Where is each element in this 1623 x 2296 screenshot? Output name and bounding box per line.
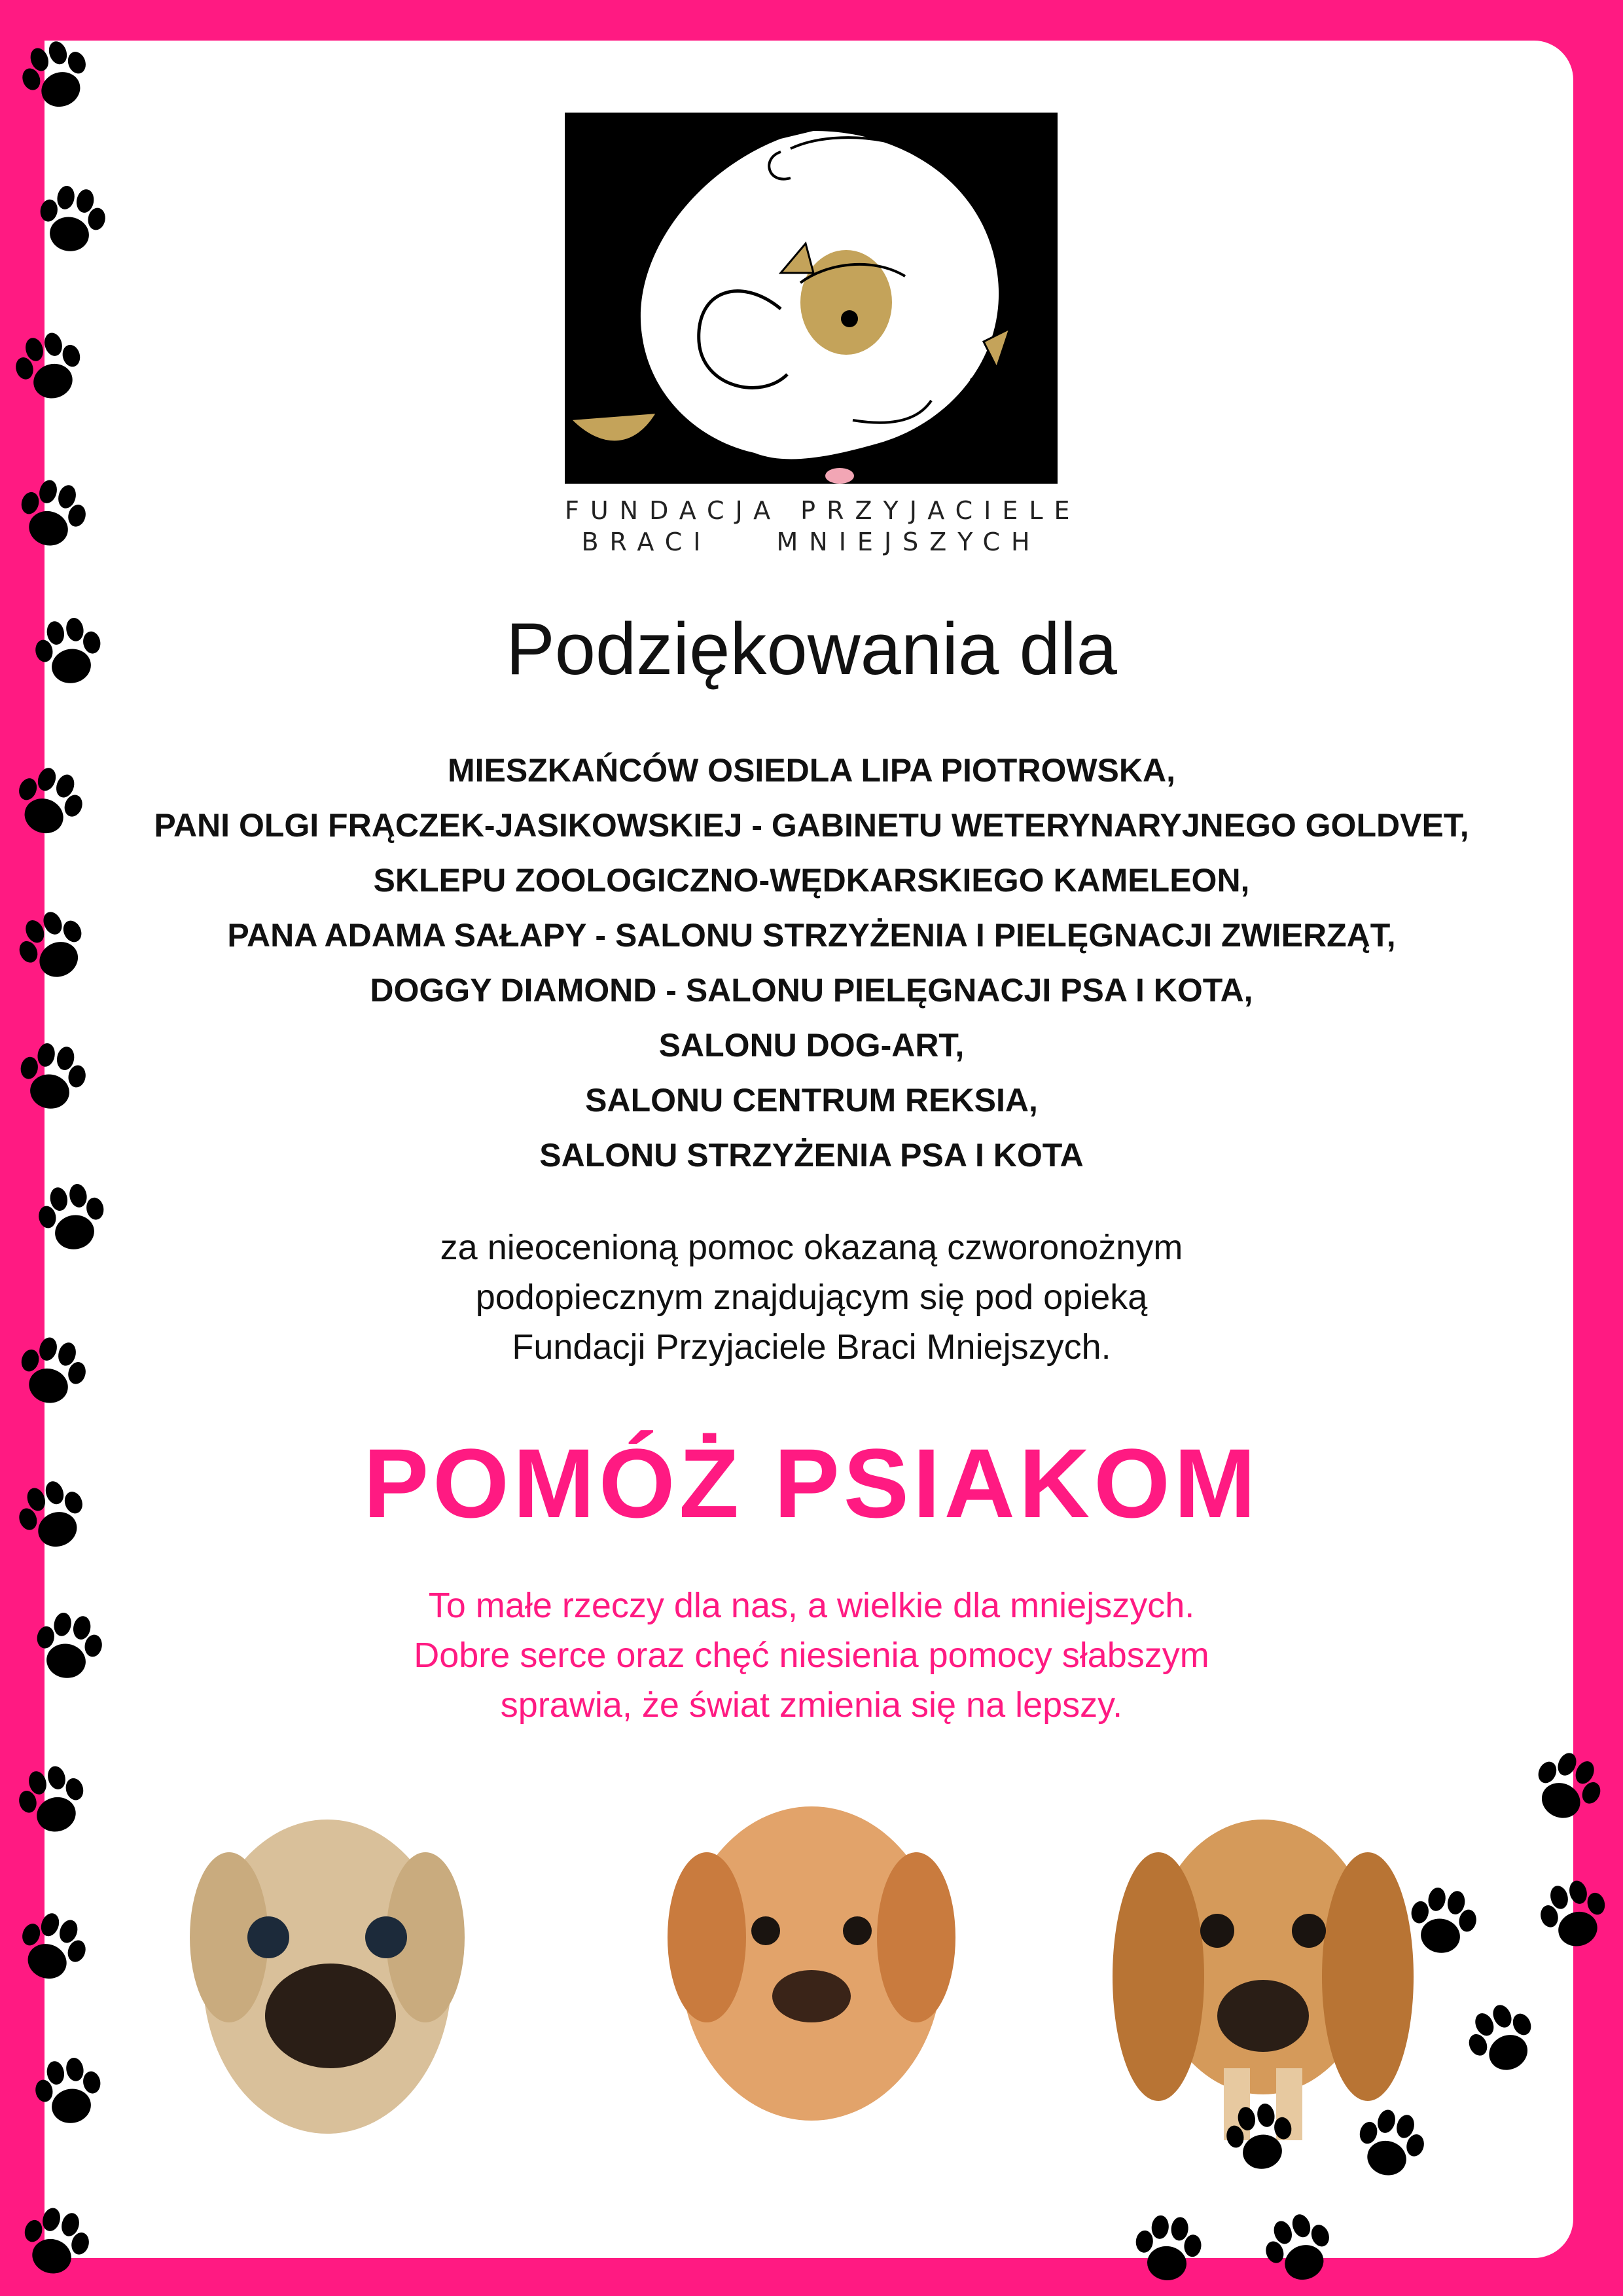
list-item: SKLEPU ZOOLOGICZNO-WĘDKARSKIEGO KAMELEON, bbox=[373, 862, 1250, 899]
paw-print-icon bbox=[26, 609, 111, 694]
paw-print-icon bbox=[10, 903, 95, 988]
puppy-photo-center bbox=[668, 1793, 955, 2134]
paw-print-icon bbox=[26, 2049, 111, 2134]
thanks-body bbox=[0, 1223, 1623, 1372]
body-line: Fundacji Przyjaciele Braci Mniejszych. bbox=[512, 1327, 1111, 1367]
list-item: PANA ADAMA SAŁAPY - SALONU STRZYŻENIA I PIELĘGNACJI ZWIERZĄT, bbox=[227, 917, 1396, 954]
paw-print-icon bbox=[1257, 2206, 1342, 2291]
paw-print-icon bbox=[10, 471, 95, 556]
slogan-line: Dobre serce oraz chęć niesienia pomocy słabszym bbox=[414, 1636, 1209, 1675]
list-item: SALONU CENTRUM REKSIA, bbox=[585, 1082, 1038, 1119]
paw-print-icon bbox=[1531, 1872, 1616, 1957]
puppy-photo-left bbox=[190, 1780, 465, 2147]
puppy-photo-right bbox=[1099, 1780, 1414, 2147]
paw-print-icon bbox=[10, 1757, 95, 1842]
slogan-line: To małe rzeczy dla nas, a wielkie dla mniejszych. bbox=[428, 1586, 1195, 1625]
paw-print-icon bbox=[13, 33, 98, 118]
paw-print-icon bbox=[29, 1175, 115, 1260]
paw-print-icon bbox=[26, 1604, 111, 1689]
logo-line-1: FUNDACJA PRZYJACIELE bbox=[565, 496, 1081, 525]
logo-line-2: BRACI MNIEJSZYCH bbox=[581, 528, 1041, 556]
foundation-logo bbox=[565, 113, 1058, 484]
paw-print-icon bbox=[13, 2199, 98, 2284]
paw-print-icon bbox=[1348, 2101, 1433, 2186]
paw-print-icon bbox=[1525, 1744, 1610, 1829]
list-item: PANI OLGI FRĄCZEK-JASIKOWSKIEJ - GABINETU WETERYNARYJNEGO GOLDVET, bbox=[154, 807, 1469, 844]
paw-print-icon bbox=[7, 324, 92, 409]
body-line: za nieocenioną pomoc okazaną czworonożnym bbox=[440, 1228, 1183, 1267]
slogan-line: sprawia, że świat zmienia się na lepszy. bbox=[500, 1685, 1123, 1725]
paw-print-icon bbox=[1217, 2094, 1302, 2179]
thanks-heading: Podziękowania dla bbox=[506, 608, 1117, 690]
paw-print-icon bbox=[29, 177, 115, 262]
paw-print-icon bbox=[10, 1905, 95, 1990]
list-item: MIESZKAŃCÓW OSIEDLA LIPA PIOTROWSKA, bbox=[447, 752, 1175, 789]
list-item: SALONU STRZYŻENIA PSA I KOTA bbox=[539, 1137, 1084, 1174]
paw-print-icon bbox=[10, 1329, 95, 1414]
slogan bbox=[0, 1581, 1623, 1730]
paw-print-icon bbox=[1400, 1878, 1486, 1964]
list-item: SALONU DOG-ART, bbox=[658, 1027, 965, 1064]
body-line: podopiecznym znajdującym się pod opieką bbox=[475, 1278, 1148, 1317]
call-to-action: POMÓŻ PSIAKOM bbox=[363, 1428, 1260, 1538]
paw-print-icon bbox=[1459, 1996, 1544, 2081]
paw-print-icon bbox=[7, 759, 92, 844]
thanks-list bbox=[0, 743, 1623, 1183]
paw-print-icon bbox=[10, 1034, 95, 1119]
list-item: DOGGY DIAMOND - SALONU PIELĘGNACJI PSA I KOTA, bbox=[370, 972, 1253, 1009]
paw-print-icon bbox=[1126, 2206, 1211, 2291]
paw-print-icon bbox=[10, 1473, 95, 1558]
